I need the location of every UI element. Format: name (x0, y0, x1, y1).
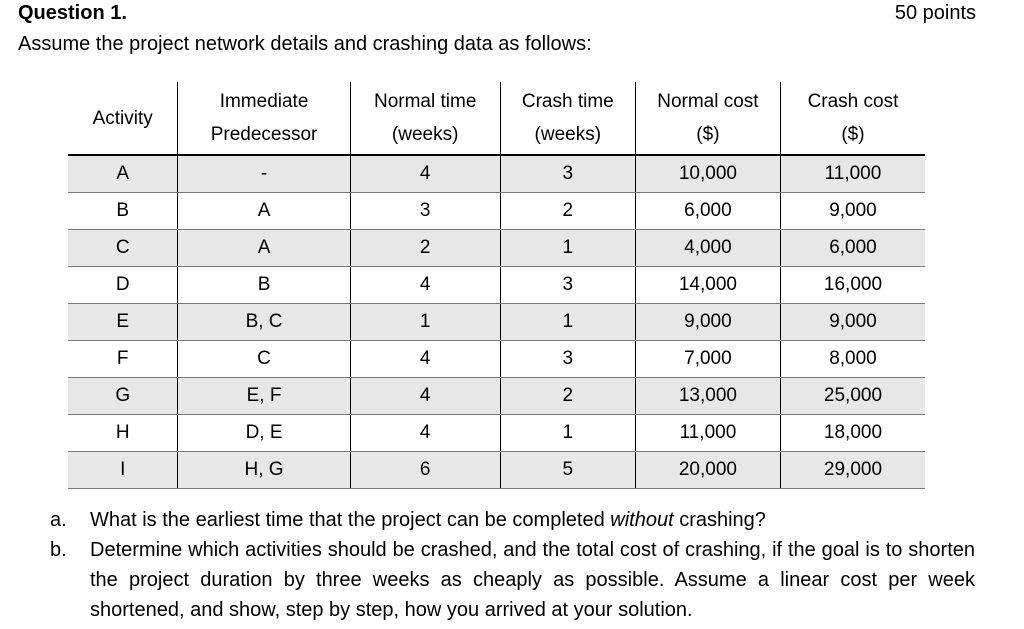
cell-normal-cost: 11,000 (635, 415, 780, 452)
header-predecessor-line1: Immediate (219, 91, 309, 112)
points-label: 50 points (894, 2, 976, 24)
cell-normal-time: 4 (350, 267, 500, 304)
cell-crash-cost: 6,000 (780, 230, 925, 267)
cell-activity: B (68, 193, 178, 230)
crashing-data-table (68, 82, 925, 489)
cell-activity: C (68, 230, 178, 267)
cell-normal-cost: 20,000 (635, 452, 780, 489)
header-crash-time-line1: Crash time (521, 91, 614, 112)
table-row (68, 341, 925, 378)
cell-normal-cost: 14,000 (635, 267, 780, 304)
cell-predecessor: H, G (178, 452, 350, 489)
table-row (68, 193, 925, 230)
cell-crash-time: 2 (500, 378, 635, 415)
cell-crash-cost: 9,000 (780, 193, 925, 230)
header-normal-cost (635, 82, 780, 155)
cell-crash-time: 3 (500, 155, 635, 193)
cell-normal-cost: 4,000 (635, 230, 780, 267)
table-row (68, 155, 925, 193)
table-row (68, 378, 925, 415)
cell-crash-time: 3 (500, 267, 635, 304)
cell-normal-time: 4 (350, 415, 500, 452)
header-normal-cost-line1: Normal cost (657, 91, 759, 112)
table-row (68, 230, 925, 267)
cell-crash-time: 5 (500, 452, 635, 489)
cell-crash-cost: 8,000 (780, 341, 925, 378)
cell-crash-cost: 18,000 (780, 415, 925, 452)
cell-normal-time: 1 (350, 304, 500, 341)
cell-crash-cost: 29,000 (780, 452, 925, 489)
cell-predecessor: A (178, 230, 350, 267)
cell-normal-cost: 13,000 (635, 378, 780, 415)
cell-activity: I (68, 452, 178, 489)
cell-crash-cost: 16,000 (780, 267, 925, 304)
table-header-row (68, 82, 925, 155)
question-b-text: Determine which activities should be crashed, and the total cost of crashing, if the goal is to shorten the project duration by three weeks as cheaply as possible. Assume a linear cost per week shortened, and show, step by step, how you arrived at your solution. (90, 539, 975, 621)
cell-crash-cost: 25,000 (780, 378, 925, 415)
table-row (68, 452, 925, 489)
table-row (68, 267, 925, 304)
cell-predecessor: - (178, 155, 350, 193)
question-a-text-after: crashing? (673, 509, 766, 531)
cell-normal-cost: 7,000 (635, 341, 780, 378)
header-normal-time-line1: Normal time (373, 91, 477, 112)
cell-normal-cost: 10,000 (635, 155, 780, 193)
cell-normal-time: 4 (350, 341, 500, 378)
question-a-text (90, 505, 975, 535)
cell-crash-time: 3 (500, 341, 635, 378)
question-title: Question 1. (18, 2, 127, 24)
cell-crash-time: 2 (500, 193, 635, 230)
cell-predecessor: A (178, 193, 350, 230)
cell-activity: G (68, 378, 178, 415)
cell-predecessor: C (178, 341, 350, 378)
cell-normal-time: 4 (350, 378, 500, 415)
cell-activity: E (68, 304, 178, 341)
table-row (68, 304, 925, 341)
question-b-label: b. (50, 539, 67, 561)
cell-activity: H (68, 415, 178, 452)
header-crash-cost (780, 82, 925, 155)
cell-normal-time: 3 (350, 193, 500, 230)
intro-text: Assume the project network details and crashing data as follows: (18, 33, 592, 55)
cell-normal-time: 4 (350, 155, 500, 193)
cell-crash-time: 1 (500, 304, 635, 341)
cell-predecessor: E, F (178, 378, 350, 415)
question-list (50, 505, 975, 625)
header-predecessor (178, 82, 350, 155)
header-normal-time-line2: (weeks) (391, 124, 459, 145)
cell-crash-time: 1 (500, 415, 635, 452)
question-b (50, 535, 975, 625)
table-row (68, 415, 925, 452)
cell-activity: A (68, 155, 178, 193)
cell-predecessor: B, C (178, 304, 350, 341)
cell-activity: F (68, 341, 178, 378)
cell-crash-time: 1 (500, 230, 635, 267)
question-a-label: a. (50, 509, 67, 531)
cell-crash-cost: 11,000 (780, 155, 925, 193)
cell-normal-time: 6 (350, 452, 500, 489)
header-predecessor-line2: Predecessor (210, 124, 318, 145)
cell-normal-cost: 9,000 (635, 304, 780, 341)
header-normal-cost-line2: ($) (696, 124, 720, 145)
question-a-emphasis: without (610, 509, 674, 531)
header-crash-cost-line1: Crash cost (807, 91, 899, 112)
question-a (50, 505, 975, 535)
header-crash-cost-line2: ($) (841, 124, 865, 145)
header-crash-time (500, 82, 635, 155)
cell-normal-time: 2 (350, 230, 500, 267)
question-a-text-before: What is the earliest time that the project can be completed (90, 509, 611, 531)
header-normal-time (350, 82, 500, 155)
header-crash-time-line2: (weeks) (534, 124, 602, 145)
cell-normal-cost: 6,000 (635, 193, 780, 230)
cell-predecessor: B (178, 267, 350, 304)
cell-predecessor: D, E (178, 415, 350, 452)
header-activity-label: Activity (92, 107, 153, 129)
cell-crash-cost: 9,000 (780, 304, 925, 341)
header-activity (68, 82, 178, 155)
cell-activity: D (68, 267, 178, 304)
